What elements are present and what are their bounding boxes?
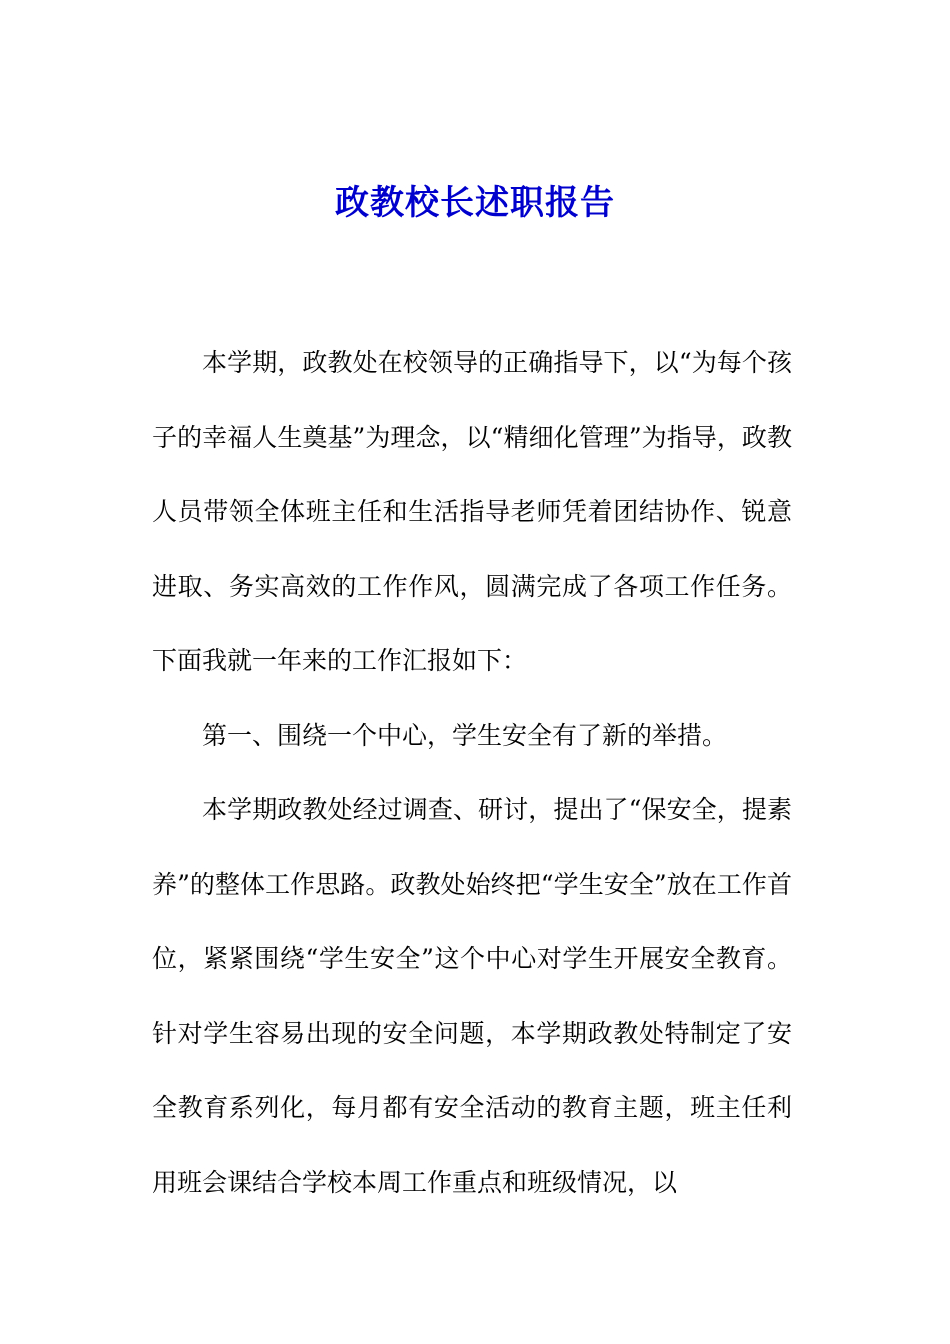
paragraph-safety: 本学期政教处经过调查、研讨，提出了“保安全，提素养”的整体工作思路。政教处始终把“学生安全”放在工作首位，紧紧围绕“学生安全”这个中心对学生开展安全教育。针对学生容易出现的安全问题，本学期政教处特制定了安全教育系列化，每月都有安全活动的教育主题，班主任利用班会课结合学校本周工作重点和班级情况，以	[152, 795, 792, 1197]
document-body	[152, 326, 792, 1220]
document-title: 政教校长述职报告	[335, 183, 615, 223]
paragraph-section-heading: 第一、围绕一个中心，学生安全有了新的举措。	[202, 720, 728, 750]
paragraph-intro: 本学期，政教处在校领导的正确指导下，以“为每个孩子的幸福人生奠基”为理念，以“精细化管理”为指导，政教人员带领全体班主任和生活指导老师凭着团结协作、锐意进取、务实高效的工作作风，圆满完成了各项工作任务。下面我就一年来的工作汇报如下：	[152, 348, 792, 675]
